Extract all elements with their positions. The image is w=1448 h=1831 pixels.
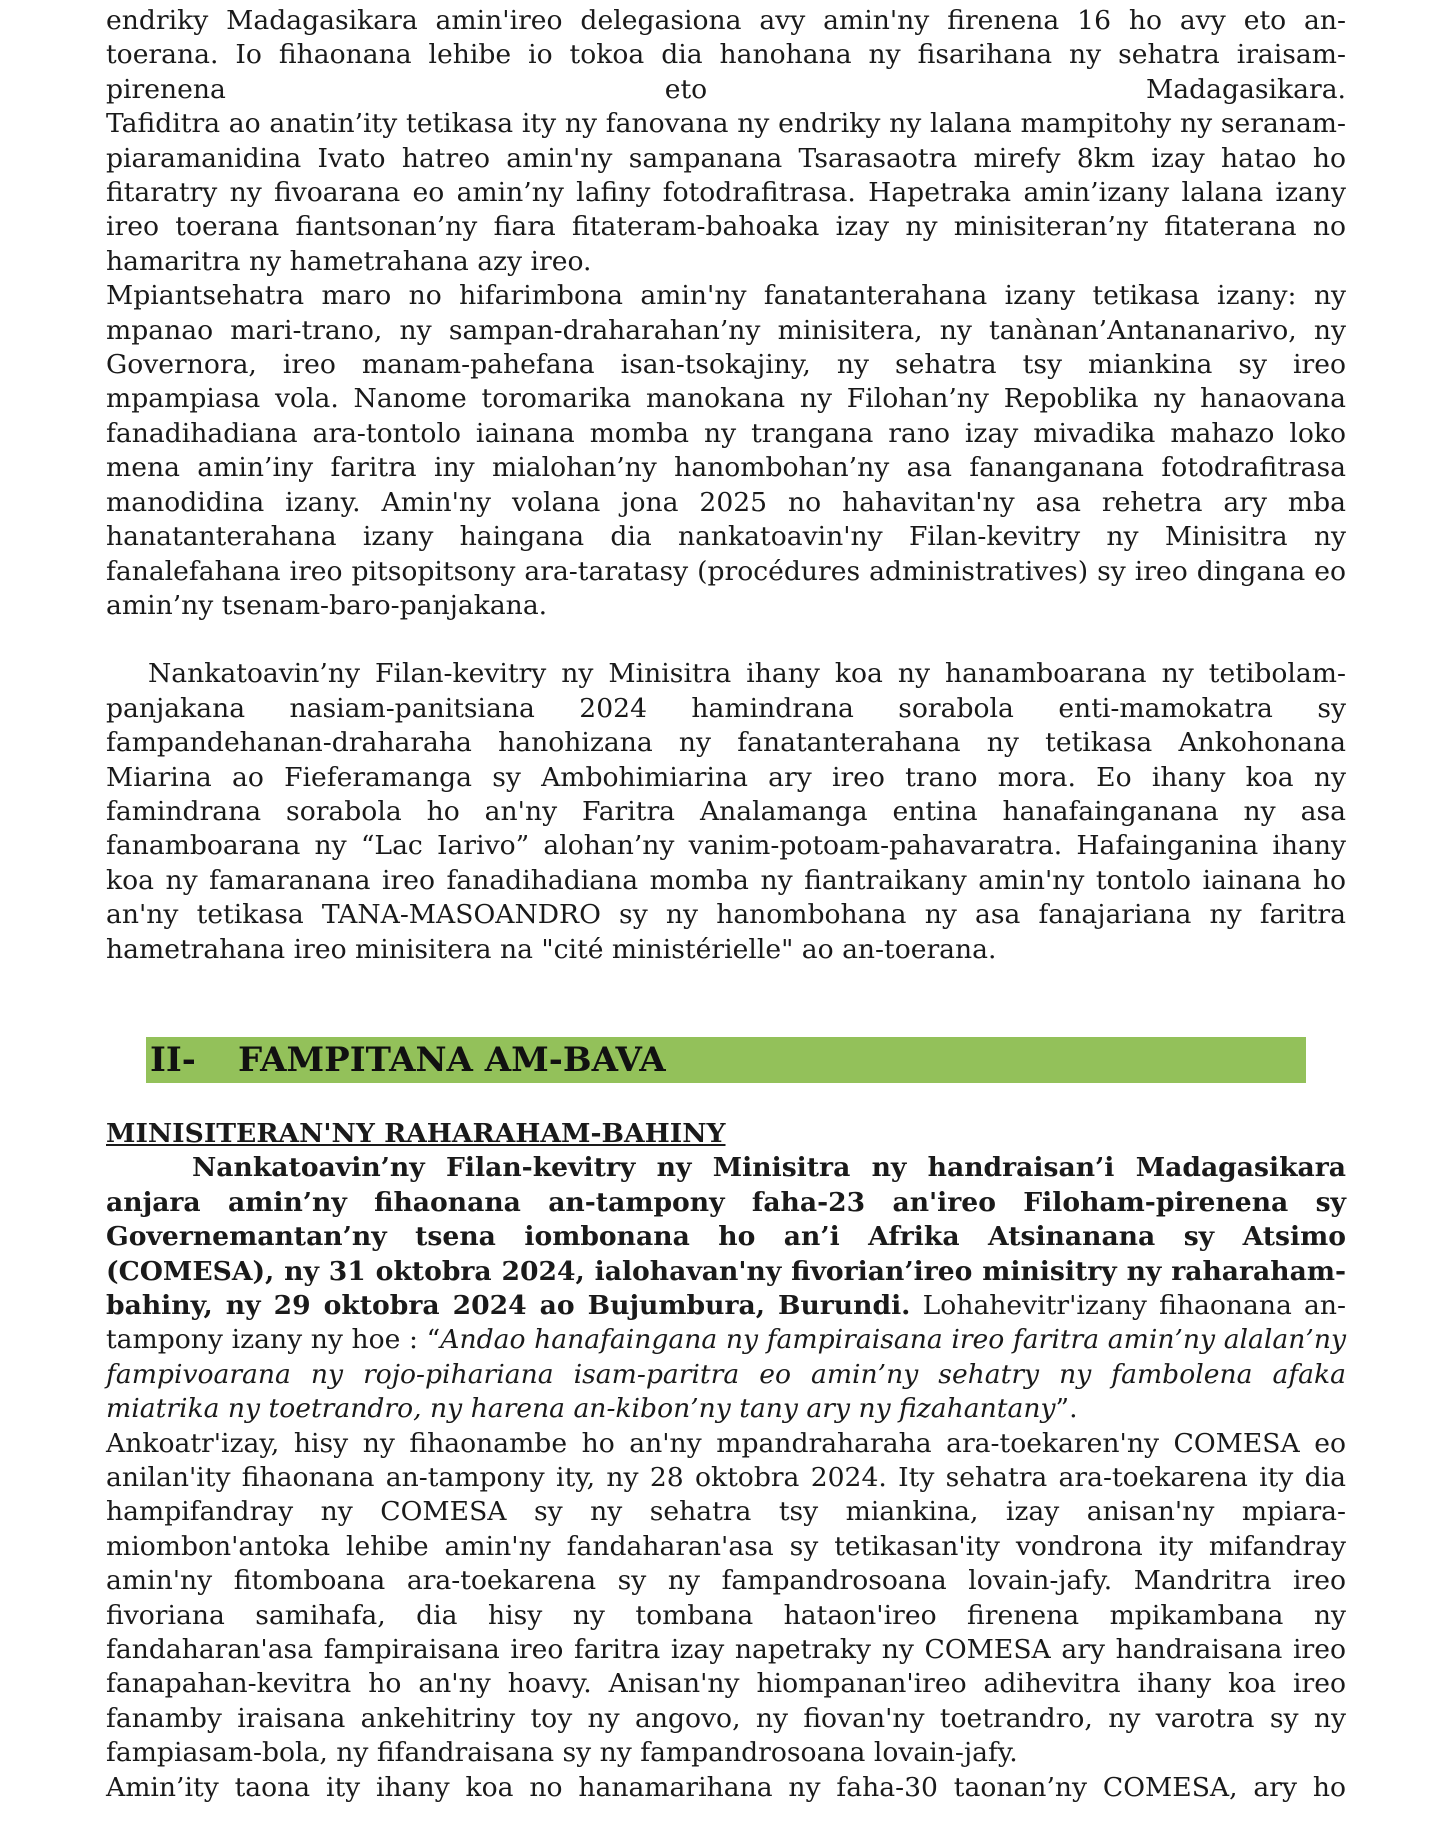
section-number: II- — [150, 1039, 196, 1080]
document-page — [106, 4, 1346, 1805]
theme-intro: Lohahevitr'izany fihaonana an-tampony izany ny hoe : “ — [106, 1290, 1346, 1356]
paragraph-comesa — [106, 1151, 1346, 1426]
paragraph-stakeholders: Mpiantsehatra maro no hifarimbona amin'ny fanatanterahana izany tetikasa izany: ny mpanao mari-trano, ny sampan-draharahan’ny minisitera, ny tanànan’Antananarivo, ny Governora, ireo manam-pahefana isan-tsokajiny, ny sehatra tsy miankina sy ireo mpampiasa vola. Nanome toromarika manokana ny Filohan’ny Repoblika ny hanaovana fanadihadiana ara-tontolo iainana momba ny trangana rano izay mivadika mahazo loko mena amin’iny faritra iny mialohan’ny hanombohan’ny asa fananganana fotodrafitrasa manodidina izany. Amin'ny volana jona 2025 no hahavitan'ny asa rehetra ary mba hanatanterahana izany haingana dia nankatoavin'ny Filan-kevitry ny Minisitra ny fanalefahana ireo pitsopitsony ara-taratasy (procédures administratives) sy ireo dingana eo amin’ny tsenam-baro-panjakana. — [106, 280, 1346, 621]
theme-italic: Andao hanafaingana ny fampiraisana ireo faritra amin’ny alalan’ny fampivoarana ny rojo-pihariana isam-paritra eo amin’ny sehatry ny fambolena afaka miatrika ny toetrandro, ny harena an-kibon’ny tany ary ny fizahantany — [106, 1324, 1346, 1425]
comesa-lead-bold: Nankatoavin’ny Filan-kevitry ny Minisitra ny handraisan’i Madagasikara anjara amin’ny fihaonana an-tampony faha-23 an'ireo Filoham-pirenena sy Governemantan’ny tsena iombonana ho an’i Afrika Atsinanana sy Atsimo (COMESA), ny 31 oktobra 2024, ialohavan'ny fivorian’ireo minisitry ny raharaham-bahiny, ny 29 oktobra 2024 ao Bujumbura, Burundi. — [106, 1152, 1346, 1321]
paragraph-delegations: endriky Madagasikara amin'ireo delegasiona avy amin'ny firenena 16 ho avy eto an-toerana. Io fihaonana lehibe io tokoa dia hanohana ny fisarihana ny sehatra iraisam-pirenena eto Madagasikara. — [106, 5, 1346, 105]
spacer — [106, 967, 1346, 1037]
section-heading-bar — [146, 1037, 1306, 1083]
section-title: FAMPITANA AM-BAVA — [238, 1039, 666, 1080]
spacer — [106, 623, 1346, 657]
theme-close: ”. — [1055, 1393, 1078, 1425]
paragraph-road-project: Tafiditra ao anatin’ity tetikasa ity ny fanovana ny endriky ny lalana mampitohy ny seranam-piaramanidina Ivato hatreo amin'ny sampanana Tsarasaotra mirefy 8km izay hatao ho fitaratry ny fivoarana eo amin’ny lafiny fotodrafitrasa. Hapetraka amin’izany lalana izany ireo toerana fiantsonan’ny fiara fitateram-bahoaka izay ny minisiteran’ny fitaterana no hamaritra ny hametrahana azy ireo. — [106, 108, 1346, 277]
ministry-heading: MINISITERAN'NY RAHARAHAM-BAHINY — [106, 1117, 726, 1149]
paragraph-budget: Nankatoavin’ny Filan-kevitry ny Minisitra ihany koa ny hanamboarana ny tetibolam-panjakana nasiam-panitsiana 2024 hamindrana sorabola enti-mamokatra sy fampandehanan-draharaha hanohizana ny fanatanterahana ny tetikasa Ankohonana Miarina ao Fieferamanga sy Ambohimiarina ary ireo trano mora. Eo ihany koa ny famindrana sorabola ho an'ny Faritra Analamanga entina hanafainganana ny asa fanamboarana ny “Lac Iarivo” alohan’ny vanim-potoam-pahavaratra. Hafainganina ihany koa ny famaranana ireo fanadihadiana momba ny fiantraikany amin'ny tontolo iainana ho an'ny tetikasa TANA-MASOANDRO sy ny hanombohana ny asa fanajariana ny faritra hametrahana ireo minisitera na "cité ministérielle" ao an-toerana. — [106, 658, 1346, 965]
paragraph-comesa-forum: Ankoatr'izay, hisy ny fihaonambe ho an'ny mpandraharaha ara-toekaren'ny COMESA eo anilan'ity fihaonana an-tampony ity, ny 28 oktobra 2024. Ity sehatra ara-toekarena ity dia hampifandray ny COMESA sy ny sehatra tsy miankina, izay anisan'ny mpiara-miombon'antoka lehibe amin'ny fandaharan'asa sy tetikasan'ity vondrona ity mifandray amin'ny fitomboana ara-toekarena sy ny fampandrosoana lovain-jafy. Mandritra ireo fivoriana samihafa, dia hisy ny tombana hataon'ireo firenena mpikambana ny fandaharan'asa fampiraisana ireo faritra izay napetraky ny COMESA ary handraisana ireo fanapahan-kevitra ho an'ny hoavy. Anisan'ny hiompanan'ireo adihevitra ihany koa ireo fanamby iraisana ankehitriny toy ny angovo, ny fiovan'ny toetrandro, ny varotra sy ny fampiasam-bola, ny fifandraisana sy ny fampandrosoana lovain-jafy. — [106, 1427, 1346, 1769]
paragraph-comesa-anniversary: Amin’ity taona ity ihany koa no hanamarihana ny faha-30 taonan’ny COMESA, ary ho — [106, 1771, 1346, 1803]
